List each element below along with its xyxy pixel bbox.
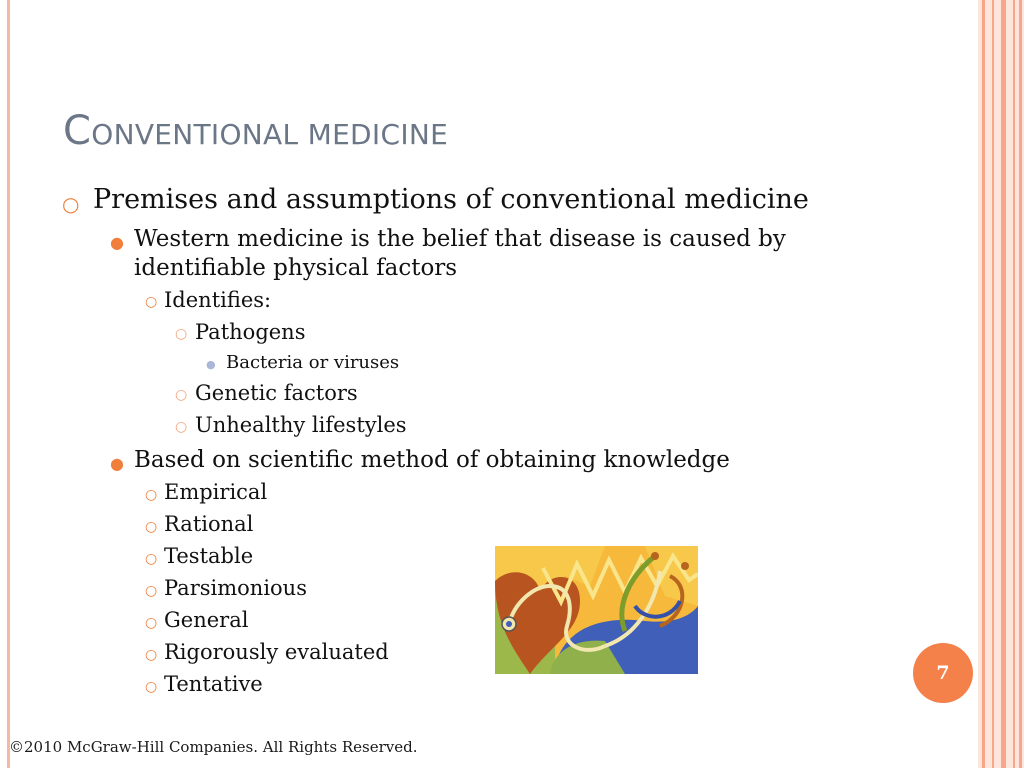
right-border-stripe <box>992 0 994 768</box>
bullet-ring-icon: ○ <box>145 294 158 310</box>
bullet-item: Parsimonious <box>164 576 307 600</box>
slide-title <box>63 108 448 154</box>
right-border-stripe <box>1013 0 1015 768</box>
bullet-item: Rigorously evaluated <box>164 640 389 664</box>
bullet-item: Empirical <box>164 480 268 504</box>
bullet-dot-icon: ● <box>110 454 124 473</box>
title-initial: C <box>63 108 92 154</box>
bullet-item: General <box>164 608 249 632</box>
right-border-stripe <box>1019 0 1022 768</box>
bullet-ring-icon: ○ <box>145 679 158 695</box>
bullet-ring-icon: ○ <box>145 583 158 599</box>
bullet-item: Genetic factors <box>195 381 358 405</box>
heart-and-stethoscope-clipart <box>495 546 698 674</box>
bullet-ring-icon: ○ <box>175 326 188 342</box>
bullet-ring-icon: ○ <box>145 487 158 503</box>
bullet-item: Rational <box>164 512 254 536</box>
bullet-ring-icon: ○ <box>145 615 158 631</box>
left-border-line <box>7 0 10 768</box>
bullet-ring-icon: ○ <box>145 519 158 535</box>
bullet-dot-icon: ● <box>110 233 124 252</box>
bullet-ring-icon: ○ <box>145 647 158 663</box>
bullet-item: Western medicine is the belief that disease is caused by identifiable physical factors <box>134 226 786 281</box>
bullet-item: Premises and assumptions of conventional medicine <box>93 184 809 215</box>
bullet-item: Pathogens <box>195 320 306 344</box>
bullet-ring-icon: ○ <box>145 551 158 567</box>
stethoscope-icon <box>495 546 698 674</box>
right-border-stripe <box>1001 0 1006 768</box>
bullet-item: Identifies: <box>164 288 272 312</box>
bullet-item: Based on scientific method of obtaining knowledge <box>134 447 730 473</box>
bullet-ring-icon: ○ <box>175 419 188 435</box>
title-rest: ONVENTIONAL MEDICINE <box>91 118 449 151</box>
bullet-dot-icon: ● <box>206 358 216 371</box>
bullet-item: Tentative <box>164 672 263 696</box>
right-border-stripe <box>982 0 985 768</box>
bullet-ring-icon: ○ <box>175 387 188 403</box>
bullet-item: Unhealthy lifestyles <box>195 413 407 437</box>
bullet-item: Bacteria or viruses <box>226 352 400 373</box>
page-number-badge: 7 <box>913 643 973 703</box>
copyright-footer: ©2010 McGraw-Hill Companies. All Rights Reserved. <box>9 738 418 756</box>
bullet-item: Testable <box>164 544 254 568</box>
bullet-ring-icon: ○ <box>62 192 80 216</box>
